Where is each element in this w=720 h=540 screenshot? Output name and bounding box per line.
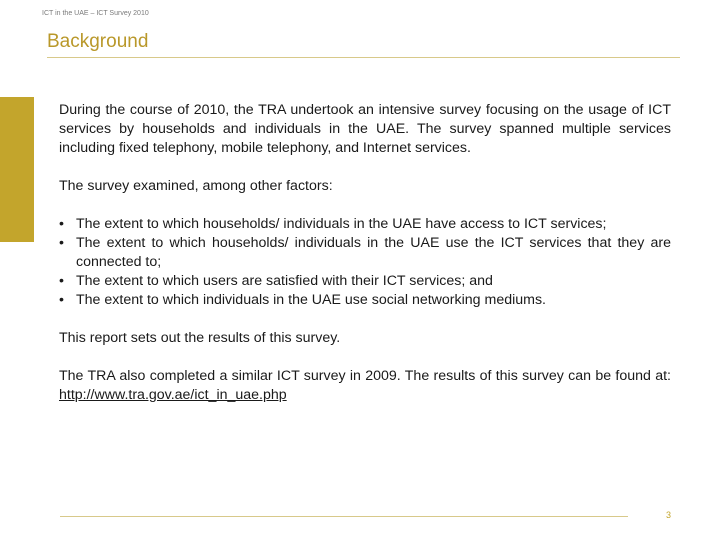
list-item [59,215,671,234]
page-number: 3 [666,510,672,520]
paragraph-results: This report sets out the results of this survey. [59,330,341,346]
bullet-icon: • [59,235,64,251]
bullet-icon: • [59,273,64,289]
bullet-icon: • [59,216,64,232]
paragraph-intro: During the course of 2010, the TRA undertook an intensive survey focusing on the usage of ICT services by households and individuals in the UAE. The survey spanned multiple services including fixed telephony, mobile telephony, and Internet services. [59,102,671,156]
footer-divider [60,516,628,517]
previous-survey-text: The TRA also completed a similar ICT survey in 2009. The results of this survey can be found at: [59,368,671,384]
list-item-text: The extent to which households/ individuals in the UAE use the ICT services that they are connected to; [76,235,671,270]
bullet-list [59,215,671,310]
list-item [59,272,671,291]
paragraph-previous-survey [59,367,671,405]
accent-bar [0,97,34,242]
list-item-text: The extent to which individuals in the UAE use social networking mediums. [76,292,546,308]
running-header: ICT in the UAE – ICT Survey 2010 [42,10,149,17]
list-item-text: The extent to which users are satisfied with their ICT services; and [76,273,493,289]
content-body [59,101,671,405]
list-item [59,234,671,272]
survey-link[interactable]: http://www.tra.gov.ae/ict_in_uae.php [59,387,287,403]
bullet-icon: • [59,292,64,308]
page-title: Background [47,31,149,52]
list-item-text: The extent to which households/ individuals in the UAE have access to ICT services; [76,216,607,232]
paragraph-factors: The survey examined, among other factors: [59,178,333,194]
list-item [59,291,671,310]
title-divider [47,57,680,58]
